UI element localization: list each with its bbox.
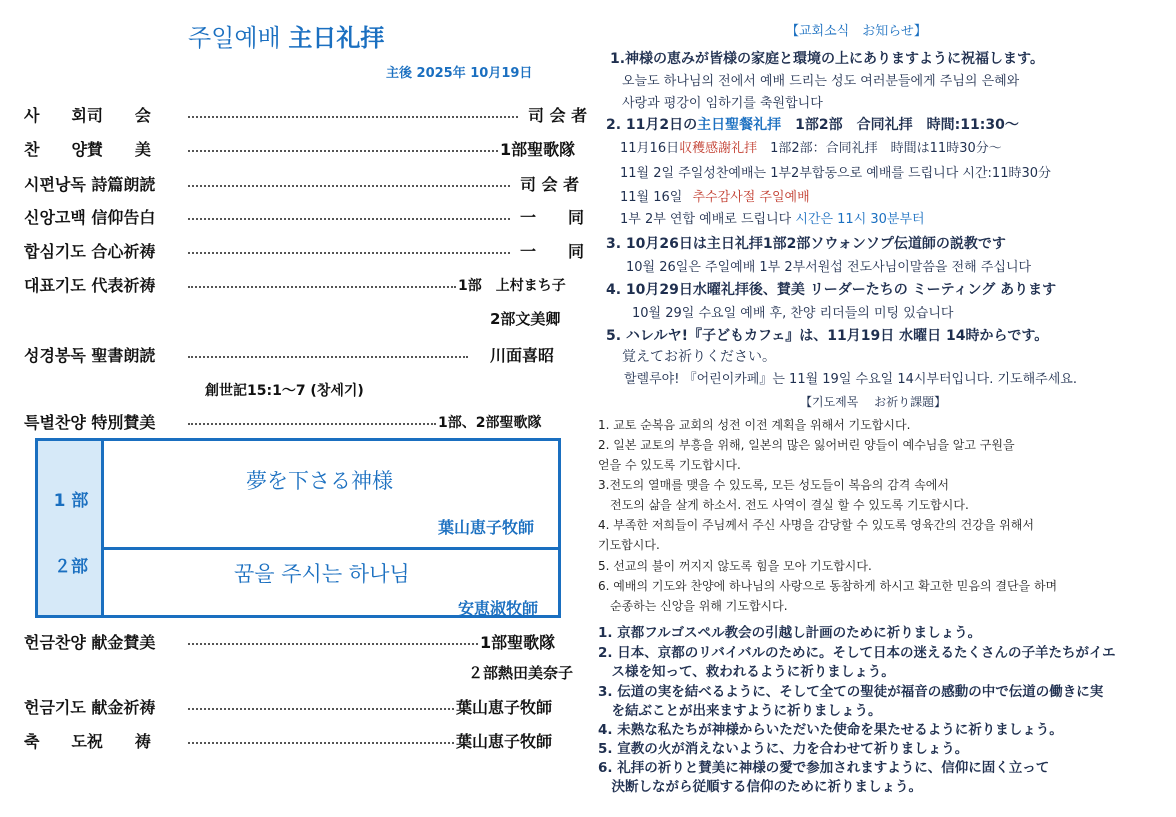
program-value: 司 会 者 (520, 175, 580, 194)
leader-dots (188, 356, 468, 358)
hymn-divider (104, 547, 558, 550)
news-4-ja: 4. 10月29日水曜礼拝後、賛美 リーダーたちの ミーティング あります (606, 282, 1057, 298)
leader-dots (188, 252, 510, 254)
prayer-ko-line: 1. 교토 순복음 교회의 성전 이전 계획을 위해서 기도합시다. (598, 418, 911, 432)
leader-dots (188, 286, 456, 288)
news-text: 1部2部：合同礼拝 時間は11時30分～ (757, 141, 1002, 156)
program-label: 헌금기도 献金祈祷 (24, 698, 156, 717)
news-2-ko-date (620, 186, 810, 205)
prayer-ja-line: 決断しながら従順する信仰のために祈りましょう。 (598, 779, 922, 795)
prayer-ja-line: 6. 礼拝の祈りと賛美に神様の愛で参加されますように、信仰に固く立って (598, 760, 1050, 776)
leader-dots (188, 116, 518, 118)
part1-pastor: 葉山恵子牧師 (438, 518, 535, 537)
news-2-ko: 11월 2일 주일성찬예배는 1부2부합동으로 예배를 드립니다 시간:11時30分 (620, 166, 1052, 181)
news-text: 11月16日 (620, 141, 680, 156)
program-value: 1部聖歌隊 (480, 633, 556, 652)
program-value: 葉山恵子牧師 (456, 698, 553, 717)
news-2-ko-time (620, 208, 925, 227)
leader-dots (188, 185, 510, 187)
program-value: 1部、2部聖歌隊 (438, 415, 542, 431)
program-value: 一 同 (520, 242, 585, 261)
prayer-ko-line: 5. 선교의 불이 꺼지지 않도록 힘을 모아 기도합시다. (598, 559, 872, 573)
leader-dots (188, 742, 454, 744)
prayer-ja-line: 5. 宣教の火が消えないように、力を合わせて祈りましょう。 (598, 741, 969, 757)
prayer-ko-line: 2. 일본 교토의 부흥을 위해, 일본의 많은 잃어버린 양들이 예수님을 알고 구원을 (598, 438, 1015, 452)
news-text: 2. 11月2日の (606, 117, 698, 133)
program-label: 대표기도 代表祈祷 (24, 276, 156, 295)
leader-dots (188, 218, 510, 220)
prayer-ko-line: 6. 예배의 기도와 찬양에 하나님의 사랑으로 동참하게 하시고 확고한 믿음의 결단을 하며 (598, 579, 1058, 593)
news-1-ko-line1: 오늘도 하나님의 전에서 예배 드리는 성도 여러분들에게 주님의 은혜와 (622, 74, 1020, 89)
leader-dots (188, 643, 478, 645)
prayer-ja-line: 4. 未熟な私たちが神様からいただいた使命を果たせるように祈りましょう。 (598, 722, 1063, 738)
part2-pastor: 安恵淑牧師 (458, 599, 539, 618)
scripture-reference: 創世記15:1～7 (창세기) (205, 383, 364, 399)
program-label: 헌금찬양 献金賛美 (24, 633, 156, 652)
hymn-parts-column (38, 441, 104, 615)
news-highlight: 収穫感謝礼拝 (679, 141, 758, 156)
leader-dots (188, 423, 436, 425)
program-label: 합심기도 合心祈祷 (24, 242, 156, 261)
service-date: 主後 2025年 10月19日 (386, 66, 533, 81)
prayer-ko-line: 얻을 수 있도록 기도합시다. (598, 458, 741, 472)
prayer-ja-line: 1. 京都フルゴスペル教会の引越し計画のために祈りましょう。 (598, 625, 982, 641)
leader-dots (188, 150, 498, 152)
news-text: 1부 2부 연합 예배로 드립니다 (620, 212, 796, 227)
news-text: 11월 16일 (620, 190, 683, 205)
prayer-ja-line: 3. 伝道の実を結べるように、そして全ての聖徒が福音の感動の中で伝道の働きに実 (598, 684, 1104, 700)
news-1-ja: 1.神様の恵みが皆様の家庭と環境の上にありますように祝福します。 (610, 51, 1044, 67)
program-subvalue: 2部文美卿 (490, 310, 561, 328)
news-5-ja-line2: 覚えてお祈りください。 (622, 349, 776, 365)
program-label: 사 회司 会 (24, 106, 151, 125)
part1-label: 1 部 (53, 491, 89, 511)
leader-dots (188, 708, 454, 710)
title-korean: 주일예배 (188, 24, 281, 52)
program-value: 葉山恵子牧師 (456, 732, 553, 751)
news-header: 【교회소식 お知らせ】 (786, 24, 927, 39)
prayer-ko-line: 순종하는 신앙을 위해 기도합시다. (598, 599, 788, 613)
program-label: 축 도祝 祷 (24, 732, 151, 751)
program-label: 신앙고백 信仰告白 (24, 208, 156, 227)
news-2-ja (606, 114, 1019, 134)
part2-hymn-title: 꿈을 주시는 하나님 (234, 562, 410, 586)
news-1-ko-line2: 사랑과 평강이 임하기를 축원합니다 (622, 96, 823, 111)
prayer-ja-line: ス様を知って、救われるように祈りましょう。 (598, 664, 895, 680)
prayer-ja-line: を結ぶことが出来ますように祈りましょう。 (598, 703, 882, 719)
special-hymn-box (35, 438, 561, 618)
program-label: 특별찬양 特別賛美 (24, 413, 156, 432)
news-3-ko: 10월 26일은 주일예배 1부 2부서원섭 전도사님이말씀을 전해 주십니다 (626, 260, 1032, 275)
news-3-ja: 3. 10月26日は主日礼拝1部2部ソウォンソプ伝道師の説教です (606, 236, 1006, 252)
program-label: 성경봉독 聖書朗読 (24, 346, 156, 365)
program-subvalue: ２部熱田美奈子 (468, 664, 574, 682)
program-value: 1部聖歌隊 (500, 140, 576, 159)
page-title (188, 18, 384, 53)
prayer-header: 【기도제목 お祈り課題】 (800, 395, 947, 409)
news-highlight: 主日聖餐礼拝 (697, 117, 782, 133)
news-2-ja-sub (620, 137, 1002, 156)
program-value: 司 会 者 (528, 106, 588, 125)
news-highlight: 추수감사절 주일예배 (692, 190, 810, 205)
program-value: 1部 上村まち子 (458, 278, 566, 294)
prayer-ko-line: 3.전도의 열매를 맺을 수 있도록, 모든 성도들이 복음의 감격 속에서 (598, 478, 949, 492)
prayer-ja-line: 2. 日本、京都のリバイバルのために。そして日本の迷えるたくさんの子羊たちがイエ (598, 645, 1116, 661)
news-5-ko: 할렐루야! 『어린이카페』는 11월 19일 수요일 14시부터입니다. 기도해주세요. (624, 372, 1077, 387)
prayer-ko-line: 기도합시다. (598, 538, 660, 552)
news-text: 1部2部 合同礼拝 時間:11:30～ (781, 117, 1019, 133)
news-4-ko: 10월 29일 수요일 예배 후, 찬양 리더들의 미팅 있습니다 (632, 306, 954, 321)
program-label: 찬 양賛 美 (24, 140, 151, 159)
prayer-ko-line: 4. 부족한 저희들이 주님께서 주신 사명을 감당할 수 있도록 영육간의 건강을 위해서 (598, 518, 1034, 532)
news-5-ja: 5. ハレルヤ!『子どもカフェ』は、11月19日 水曜日 14時からです。 (606, 328, 1049, 344)
program-value: 一 同 (520, 208, 585, 227)
prayer-ko-line: 전도의 삶을 살게 하소서. 전도 사역이 결실 할 수 있도록 기도합시다. (598, 498, 969, 512)
news-highlight: 시간은 11시 30분부터 (795, 212, 925, 227)
program-value: 川面喜昭 (490, 346, 555, 365)
part2-label: ２部 (54, 557, 88, 577)
title-japanese: 主日礼拝 (288, 24, 385, 52)
part1-hymn-title: 夢を下さる神様 (246, 469, 393, 493)
program-label: 시편낭독 詩篇朗読 (24, 175, 156, 194)
